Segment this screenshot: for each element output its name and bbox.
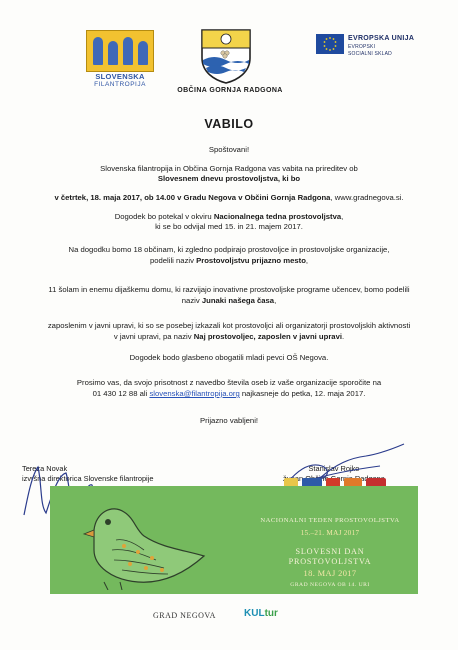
event-website: , www.gradnegova.si.	[330, 193, 404, 202]
p3-pre: podelili naziv	[149, 256, 197, 265]
signer-right-name: Stanislav Rojko	[308, 464, 360, 473]
eu-subtitle-2: SOCIALNI SKLAD	[348, 51, 392, 57]
p2-pre: Dogodek bo potekal v okviru	[114, 212, 214, 221]
p5-line-1: zaposlenim v javni upravi, ki so se posebej izkazali kot prostovoljci ali organizatorji prostovoljskih aktivnosti	[47, 321, 411, 330]
p3-bold: Prostovoljstvu prijazno mesto	[196, 256, 306, 265]
p1-line-1: Slovenska filantropija in Občina Gornja Radgona vas vabita na prireditev ob	[100, 164, 358, 173]
invitation-title: VABILO	[204, 117, 254, 131]
eu-title: EVROPSKA UNIJA	[348, 35, 415, 42]
p4-post: ,	[274, 296, 277, 305]
p5-bold: Naj prostovoljec, zaposlen v javni upravi	[193, 332, 342, 341]
banner-week-title: NACIONALNI TEDEN PROSTOVOLJSTVA	[260, 517, 400, 524]
grad-negova-logo: GRAD NEGOVA	[153, 611, 216, 620]
event-date-place: v četrtek, 18. maja 2017, ob 14.00 v Gradu Negova v Občini Gornja Radgona	[54, 193, 331, 202]
p2-bold: Nacionalnega tedna prostovoljstva	[213, 212, 342, 221]
p2-post: ,	[341, 212, 344, 221]
p4-line-2	[20, 296, 438, 306]
eu-logo	[316, 34, 426, 68]
p7-line-1: Prosimo vas, da svojo prisotnost z navedbo števila oseb iz vaše organizacije sporočite na	[76, 378, 382, 387]
p3-line-1: Na dogodku bomo 18 občinam, ki zgledno podpirajo prostovoljce in prostovoljske organizacije,	[68, 245, 390, 254]
p6-line: Dogodek bodo glasbeno obogatili mladi pevci OŠ Negova.	[129, 353, 329, 362]
banner-day-date: 18. MAJ 2017	[303, 569, 357, 578]
logo-figures	[86, 30, 154, 72]
banner-week-dates: 15.–21. MAJ 2017	[300, 529, 360, 537]
p5-post: .	[342, 332, 345, 341]
decorative-bird-icon	[64, 490, 214, 590]
p4-bold: Junaki našega časa	[201, 296, 275, 305]
email-link[interactable]: slovenska@filantropija.org	[149, 389, 240, 398]
banner-day-title-1: SLOVESNI DAN	[295, 547, 365, 556]
signature-left	[22, 464, 153, 484]
signer-left-name: Tereza Novak	[22, 464, 68, 473]
eu-subtitle-1: EVROPSKI	[348, 44, 376, 50]
kultur-part-1: KUL	[244, 608, 265, 619]
crest-caption: OBČINA GORNJA RADGONA	[177, 87, 283, 94]
p2-line-2: ki se bo odvijal med 15. in 21. majem 2017.	[155, 222, 303, 231]
p2-line-1	[20, 212, 438, 222]
banner-day-title-2: PROSTOVOLJSTVA	[288, 557, 372, 566]
p1-line-3	[20, 193, 438, 203]
p7-line-2	[20, 389, 438, 399]
p5-pre: v javni upravi, pa naziv	[113, 332, 194, 341]
logo-caption-1: SLOVENSKA	[95, 72, 145, 81]
p7-pre: 01 430 12 88 ali	[92, 389, 150, 398]
kultur-logo	[244, 608, 278, 619]
p3-post: ,	[305, 256, 309, 265]
p7-post: najkasneje do petka, 12. maja 2017.	[239, 389, 366, 398]
signer-right-role: Gornja	[330, 474, 353, 483]
kultur-part-2: tur	[264, 608, 278, 619]
p4-pre: naziv	[181, 296, 202, 305]
p1-line-2: Slovesnem dnevu prostovoljstva, ki bo	[157, 174, 301, 183]
banner-location-time: GRAD NEGOVA OB 14. URI	[290, 582, 370, 588]
closing: Prijazno vabljeni!	[199, 416, 259, 425]
municipal-crest-icon	[200, 28, 252, 84]
slovenska-filantropija-logo	[86, 30, 154, 88]
eu-flag-icon	[316, 34, 344, 54]
p4-line-1: 11 šolam in enemu dijaškemu domu, ki razvijajo inovativne prostovoljske programe učencev, bomo podelili	[48, 285, 410, 294]
p3-line-2	[20, 256, 438, 266]
p5-line-2	[20, 332, 438, 342]
event-banner	[50, 486, 418, 594]
greeting: Spoštovani!	[208, 145, 250, 154]
logo-caption-2: FILANTROPIJA	[94, 81, 146, 88]
signer-left-role: izvršna direktorica Slovenske filantropije	[22, 474, 154, 483]
